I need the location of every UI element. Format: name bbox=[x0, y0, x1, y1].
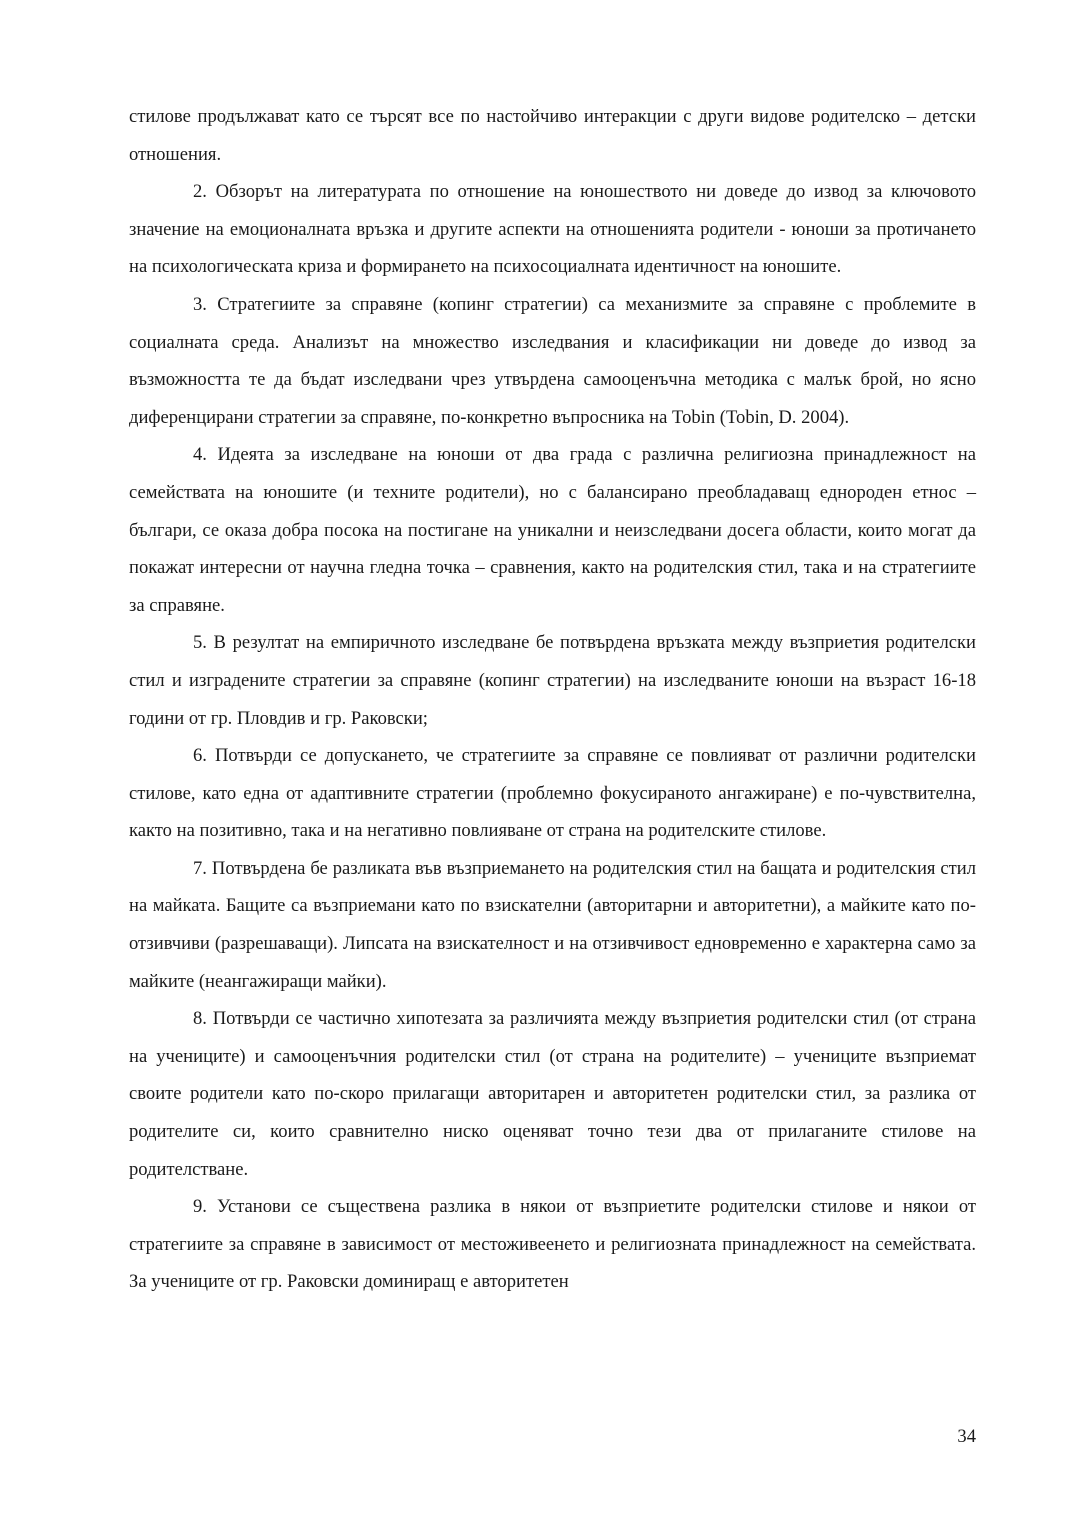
paragraph-5: 5. В резултат на емпиричното изследване бе потвърдена връзката между възприетия родителски стил и изградените стратегии за справяне (копинг стратегии) на изследваните юноши на възраст 16-18 години от гр. Пловдив и гр. Раковски; bbox=[129, 632, 976, 729]
paragraph-9: 9. Установи се съществена разлика в някои от възприетите родителски стилове и някои от стратегиите за справяне в зависимост от местоживеенето и религиозната принадлежност на семействата. За учениците от гр. Раковски доминиращ е авторитетен bbox=[129, 1196, 976, 1293]
document-body bbox=[129, 98, 976, 1301]
paragraph-4: 4. Идеята за изследване на юноши от два града с различна религиозна принадлежност на семействата на юношите (и техните родители), но с балансирано преобладаващ еднороден етнос – българи, се оказа добра посока на постигане на уникални и неизследвани досега области, които могат да покажат интересни от научна гледна точка – сравнения, както на родителския стил, така и на стратегиите за справяне. bbox=[129, 444, 976, 616]
paragraph-8: 8. Потвърди се частично хипотезата за различията между възприетия родителски стил (от страна на учениците) и самооценъчния родителски стил (от страна на родителите) – учениците възприемат своите родители като по-скоро прилагащи авторитарен и авторитетен родителски стил, за разлика от родителите си, които сравнително ниско оценяват точно тези два от прилаганите стилове на родителстване. bbox=[129, 1008, 976, 1180]
paragraph-6: 6. Потвърди се допускането, че стратегиите за справяне се повлияват от различни родителски стилове, като една от адаптивните стратегии (проблемно фокусираното ангажиране) е по-чувствителна, както на позитивно, така и на негативно повлияване от страна на родителските стилове. bbox=[129, 745, 976, 842]
paragraph-7: 7. Потвърдена бе разликата във възприемането на родителския стил на бащата и родителския стил на майката. Бащите са възприемани като по взискателни (авторитарни и авторитетни), а майките като по-отзивчиви (разрешаващи). Липсата на взискателност и на отзивчивост едновременно е характерна само за майките (неангажиращи майки). bbox=[129, 857, 976, 992]
page-number: 34 bbox=[957, 1426, 976, 1447]
paragraph-continuation: стилове продължават като се търсят все по настойчиво интеракции с други видове родителско – детски отношения. bbox=[129, 106, 976, 165]
paragraph-3: 3. Стратегиите за справяне (копинг стратегии) са механизмите за справяне с проблемите в социалната среда. Анализът на множество изследвания и класификации ни доведе до извод за възможността те да бъдат изследвани чрез утвърдена самооценъчна методика с малък брой, но ясно диференцирани стратегии за справяне, по-конкретно въпросника на Tobin (Tobin, D. 2004). bbox=[129, 293, 976, 428]
paragraph-2: 2. Обзорът на литературата по отношение на юношеството ни доведе до извод за ключовото значение на емоционалната връзка и другите аспекти на отношенията родители - юноши за протичането на психологическата криза и формирането на психосоциалната идентичност на юношите. bbox=[129, 181, 976, 278]
